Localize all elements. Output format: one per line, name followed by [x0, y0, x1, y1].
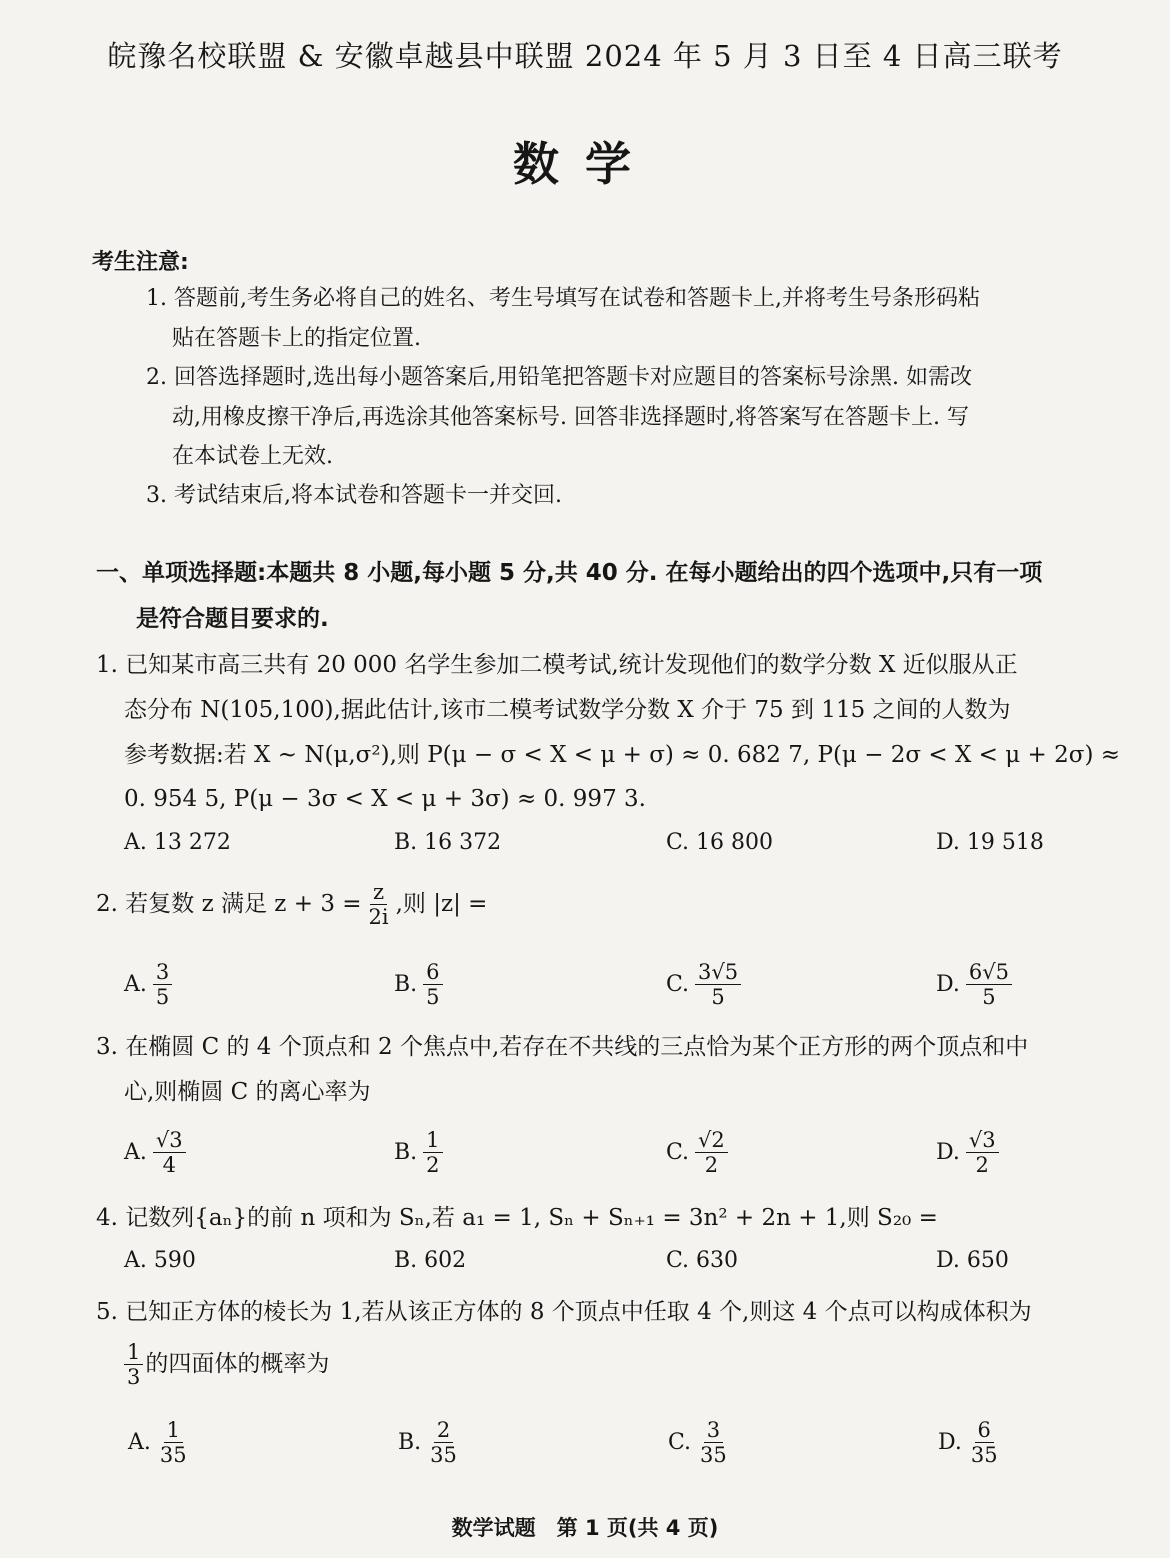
q3-option-c: [666, 1128, 728, 1177]
q1-stem-line-1: 1. 已知某市高三共有 20 000 名学生参加二模考试,统计发现他们的数学分数 X 近似服从正: [96, 652, 1018, 678]
q5-option-a-num: 1: [164, 1418, 183, 1443]
q5-option-d: [938, 1418, 1001, 1467]
q2-option-b-label: B.: [394, 972, 418, 997]
q5-option-c-fraction: [697, 1418, 730, 1467]
q4-option-c: C. 630: [666, 1248, 739, 1273]
notice-item-2-line-1: 2. 回答选择题时,选出每小题答案后,用铅笔把答题卡对应题目的答案标号涂黑. 如需改: [146, 365, 972, 390]
q5-fraction-denominator: 3: [127, 1365, 141, 1389]
q2-option-d-label: D.: [936, 972, 960, 997]
notice-item-3-line-1: 3. 考试结束后,将本试卷和答题卡一并交回.: [146, 483, 562, 508]
q2-option-b: [394, 960, 443, 1009]
q2-option-a-num: 3: [153, 960, 172, 985]
q2-stem: [96, 880, 487, 929]
q1-stem-line-2: 态分布 N(105,100),据此估计,该市二模考试数学分数 X 介于 75 到 115 之间的人数为: [124, 697, 1011, 723]
q3-stem-line-1: 3. 在椭圆 C 的 4 个顶点和 2 个焦点中,若存在不共线的三点恰为某个正方形的两个顶点和中: [96, 1034, 1029, 1060]
q5-option-a-label: A.: [128, 1430, 151, 1455]
q1-stem-line-4: 0. 954 5, P(μ − 3σ < X < μ + 3σ) ≈ 0. 997 3.: [124, 786, 646, 812]
q1-option-b: B. 16 372: [394, 830, 502, 855]
q2-option-d: [936, 960, 1012, 1009]
q3-option-b-den: 2: [426, 1153, 440, 1177]
q2-option-d-num: 6√5: [966, 960, 1012, 985]
q3-option-a-label: A.: [124, 1140, 147, 1165]
q3-option-d-label: D.: [936, 1140, 960, 1165]
q4-option-a: A. 590: [124, 1248, 196, 1273]
q3-option-d-den: 2: [975, 1153, 989, 1177]
q2-fraction: [366, 880, 392, 929]
q3-option-c-den: 2: [704, 1153, 719, 1177]
q3-option-c-fraction: [695, 1128, 728, 1177]
q2-option-a-fraction: [153, 960, 172, 1009]
q5-option-d-num: 6: [975, 1418, 994, 1443]
q5-option-d-label: D.: [938, 1430, 962, 1455]
q3-option-a-den: 4: [162, 1153, 176, 1177]
q4-option-b: B. 602: [394, 1248, 467, 1273]
notice-item-1-line-2: 贴在答题卡上的指定位置.: [172, 326, 421, 351]
q5-stem-line-1: 5. 已知正方体的棱长为 1,若从该正方体的 8 个顶点中任取 4 个,则这 4 个点可以构成体积为: [96, 1299, 1032, 1325]
q3-option-b-fraction: [423, 1128, 442, 1177]
q5-option-c-den: 35: [700, 1443, 727, 1467]
q3-option-b-num: 1: [423, 1128, 442, 1153]
notice-title: 考生注意:: [92, 250, 189, 275]
q5-option-d-den: 35: [970, 1443, 998, 1467]
q1-stem-line-3: 参考数据:若 X ~ N(μ,σ²),则 P(μ − σ < X < μ + σ) ≈ 0. 682 7, P(μ − 2σ < X < μ + 2σ) ≈: [124, 742, 1120, 768]
q2-option-c-den: 5: [711, 985, 725, 1009]
section-1-heading-line-1: 一、单项选择题:本题共 8 小题,每小题 5 分,共 40 分. 在每小题给出的四个选项中,只有一项: [96, 560, 1043, 586]
q5-option-c: [668, 1418, 730, 1467]
q2-fraction-numerator: z: [370, 880, 387, 905]
q3-option-a-fraction: [153, 1128, 186, 1177]
q5-option-a-fraction: [157, 1418, 190, 1467]
q2-option-a: [124, 960, 172, 1009]
q1-option-a: A. 13 272: [124, 830, 231, 855]
notice-item-2-line-2: 动,用橡皮擦干净后,再选涂其他答案标号. 回答非选择题时,将答案写在答题卡上. 写: [172, 405, 969, 430]
q1-option-d: D. 19 518: [936, 830, 1044, 855]
q3-option-d: [936, 1128, 999, 1177]
q3-option-a-num: √3: [153, 1128, 186, 1153]
q2-stem-after: ,则 |z| =: [395, 891, 488, 917]
q4-stem: 4. 记数列{aₙ}的前 n 项和为 Sₙ,若 a₁ = 1, Sₙ + Sₙ₊₁ = 3n² + 2n + 1,则 S₂₀ =: [96, 1205, 938, 1231]
q2-option-c-label: C.: [666, 972, 690, 997]
q5-option-b-den: 35: [430, 1443, 457, 1467]
q1-option-c: C. 16 800: [666, 830, 774, 855]
q5-option-d-fraction: [968, 1418, 1001, 1467]
q5-option-b-num: 2: [434, 1418, 453, 1443]
q2-option-d-fraction: [966, 960, 1012, 1009]
q4-option-d: D. 650: [936, 1248, 1009, 1273]
q3-option-d-fraction: [966, 1128, 999, 1177]
section-1-heading-line-2: 是符合题目要求的.: [136, 606, 329, 632]
q3-option-c-label: C.: [666, 1140, 690, 1165]
q2-option-d-den: 5: [982, 985, 996, 1009]
q2-stem-before: 2. 若复数 z 满足 z + 3 =: [96, 891, 362, 917]
q3-option-b: [394, 1128, 443, 1177]
q5-option-c-label: C.: [668, 1430, 692, 1455]
q3-option-a: [124, 1128, 186, 1177]
q3-option-d-num: √3: [966, 1128, 999, 1153]
q5-fraction: [124, 1340, 143, 1389]
q2-option-a-label: A.: [124, 972, 147, 997]
q5-option-b-label: B.: [398, 1430, 422, 1455]
q2-option-b-fraction: [423, 960, 442, 1009]
q5-option-b: [398, 1418, 460, 1467]
q5-fraction-numerator: 1: [124, 1340, 143, 1365]
q3-option-c-num: √2: [695, 1128, 728, 1153]
exam-title: 皖豫名校联盟 & 安徽卓越县中联盟 2024 年 5 月 3 日至 4 日高三联考: [107, 39, 1063, 73]
q2-option-c-num: 3√5: [695, 960, 741, 985]
q2-option-b-num: 6: [423, 960, 442, 985]
notice-item-2-line-3: 在本试卷上无效.: [172, 444, 333, 469]
q5-stem-line-2: [124, 1340, 329, 1389]
q2-option-c: [666, 960, 741, 1009]
page-footer: 数学试题 第 1 页(共 4 页): [451, 1516, 719, 1540]
q5-option-a: [128, 1418, 190, 1467]
q2-option-b-den: 5: [426, 985, 440, 1009]
q5-option-a-den: 35: [159, 1443, 187, 1467]
q2-option-a-den: 5: [155, 985, 170, 1009]
q5-stem-after: 的四面体的概率为: [145, 1351, 330, 1377]
q3-option-b-label: B.: [394, 1140, 418, 1165]
q2-fraction-denominator: 2i: [368, 905, 389, 929]
q5-option-b-fraction: [427, 1418, 460, 1467]
notice-item-1-line-1: 1. 答题前,考生务必将自己的姓名、考生号填写在试卷和答题卡上,并将考生号条形码粘: [146, 286, 980, 311]
q3-stem-line-2: 心,则椭圆 C 的离心率为: [124, 1079, 371, 1105]
q2-option-c-fraction: [695, 960, 741, 1009]
subject-title: 数学: [513, 137, 657, 191]
q5-option-c-num: 3: [704, 1418, 723, 1443]
